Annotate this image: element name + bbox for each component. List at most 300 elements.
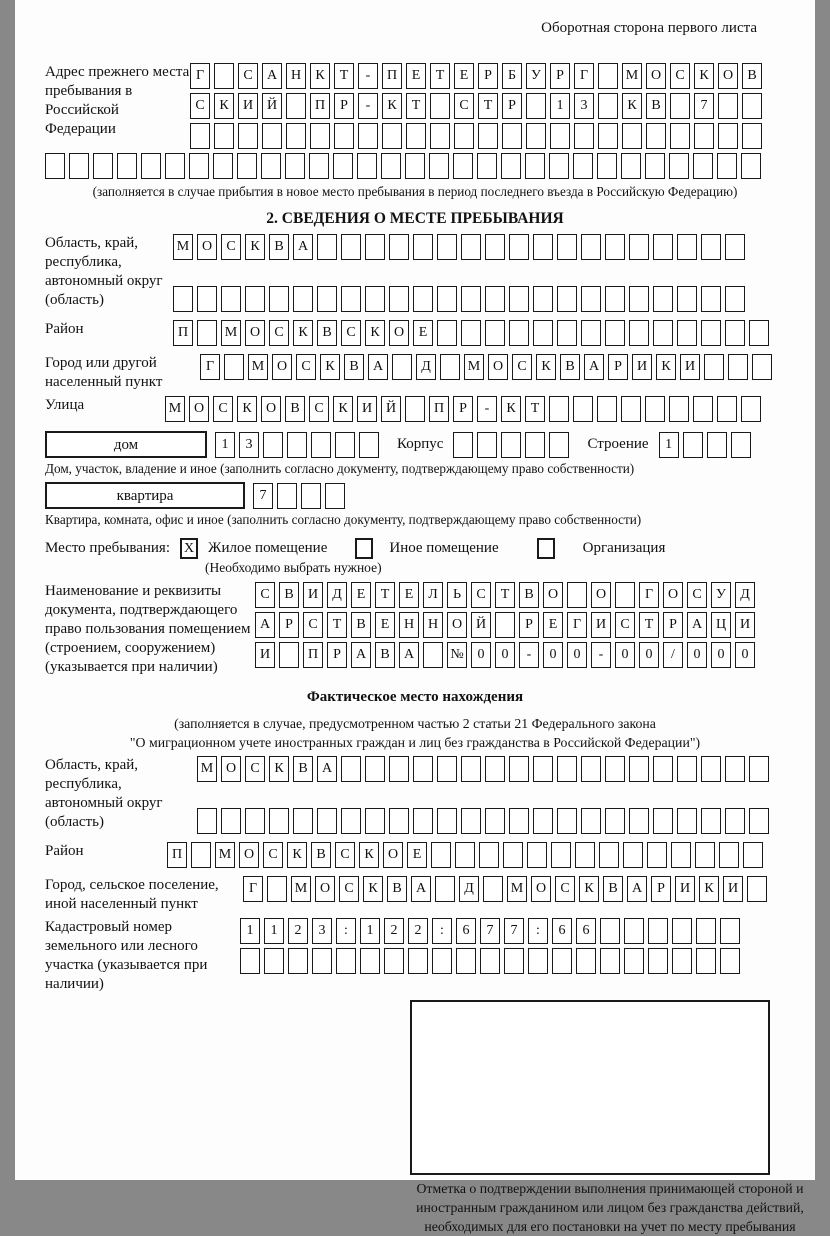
char-box[interactable]: Р bbox=[279, 612, 299, 638]
char-box[interactable]: № bbox=[447, 642, 467, 668]
char-box[interactable]: К bbox=[536, 354, 556, 380]
char-box[interactable]: 0 bbox=[567, 642, 587, 668]
char-box[interactable]: О bbox=[447, 612, 467, 638]
char-box[interactable] bbox=[629, 234, 649, 260]
char-box[interactable]: И bbox=[680, 354, 700, 380]
char-box[interactable]: Т bbox=[334, 63, 354, 89]
char-box[interactable] bbox=[677, 286, 697, 312]
char-box[interactable]: К bbox=[656, 354, 676, 380]
char-box[interactable] bbox=[480, 948, 500, 974]
char-box[interactable] bbox=[552, 948, 572, 974]
char-box[interactable]: Т bbox=[495, 582, 515, 608]
char-box[interactable]: М bbox=[165, 396, 185, 422]
char-box[interactable] bbox=[749, 756, 769, 782]
char-box[interactable] bbox=[549, 432, 569, 458]
char-box[interactable]: О bbox=[646, 63, 666, 89]
char-box[interactable] bbox=[653, 808, 673, 834]
char-box[interactable] bbox=[277, 483, 297, 509]
char-box[interactable]: К bbox=[245, 234, 265, 260]
char-box[interactable]: Д bbox=[416, 354, 436, 380]
char-box[interactable]: Р bbox=[663, 612, 683, 638]
char-box[interactable]: В bbox=[293, 756, 313, 782]
char-box[interactable] bbox=[551, 842, 571, 868]
char-box[interactable]: 7 bbox=[253, 483, 273, 509]
char-box[interactable] bbox=[550, 123, 570, 149]
char-box[interactable] bbox=[238, 123, 258, 149]
char-box[interactable]: К bbox=[293, 320, 313, 346]
char-box[interactable] bbox=[597, 153, 617, 179]
char-box[interactable]: А bbox=[317, 756, 337, 782]
char-box[interactable] bbox=[573, 396, 593, 422]
char-box[interactable] bbox=[485, 286, 505, 312]
char-box[interactable]: П bbox=[303, 642, 323, 668]
char-box[interactable]: О bbox=[543, 582, 563, 608]
char-box[interactable]: М bbox=[215, 842, 235, 868]
char-box[interactable] bbox=[69, 153, 89, 179]
char-box[interactable]: Й bbox=[262, 93, 282, 119]
char-box[interactable] bbox=[509, 756, 529, 782]
char-box[interactable] bbox=[677, 808, 697, 834]
char-box[interactable] bbox=[288, 948, 308, 974]
char-box[interactable]: С bbox=[238, 63, 258, 89]
char-box[interactable] bbox=[670, 93, 690, 119]
char-box[interactable] bbox=[485, 756, 505, 782]
char-box[interactable]: К bbox=[310, 63, 330, 89]
char-box[interactable] bbox=[533, 320, 553, 346]
char-box[interactable] bbox=[694, 123, 714, 149]
char-box[interactable] bbox=[197, 286, 217, 312]
char-box[interactable] bbox=[549, 153, 569, 179]
char-box[interactable]: Т bbox=[478, 93, 498, 119]
char-box[interactable]: К bbox=[579, 876, 599, 902]
char-box[interactable] bbox=[264, 948, 284, 974]
char-box[interactable] bbox=[197, 320, 217, 346]
char-box[interactable] bbox=[527, 842, 547, 868]
char-box[interactable] bbox=[623, 842, 643, 868]
char-box[interactable]: И bbox=[357, 396, 377, 422]
char-box[interactable] bbox=[717, 153, 737, 179]
checkbox-other-premises[interactable] bbox=[355, 538, 373, 559]
char-box[interactable]: Ц bbox=[711, 612, 731, 638]
char-box[interactable] bbox=[504, 948, 524, 974]
char-box[interactable] bbox=[645, 153, 665, 179]
char-box[interactable] bbox=[381, 153, 401, 179]
char-box[interactable] bbox=[310, 123, 330, 149]
char-box[interactable]: 1 bbox=[264, 918, 284, 944]
char-box[interactable]: М bbox=[197, 756, 217, 782]
char-box[interactable]: И bbox=[675, 876, 695, 902]
char-box[interactable] bbox=[567, 582, 587, 608]
char-box[interactable] bbox=[549, 396, 569, 422]
char-box[interactable]: 6 bbox=[576, 918, 596, 944]
char-box[interactable]: 7 bbox=[504, 918, 524, 944]
char-box[interactable] bbox=[454, 123, 474, 149]
char-box[interactable] bbox=[501, 432, 521, 458]
char-box[interactable] bbox=[485, 808, 505, 834]
char-box[interactable]: С bbox=[555, 876, 575, 902]
char-box[interactable]: В bbox=[560, 354, 580, 380]
char-box[interactable]: С bbox=[341, 320, 361, 346]
char-box[interactable] bbox=[696, 948, 716, 974]
char-box[interactable] bbox=[683, 432, 703, 458]
char-box[interactable] bbox=[389, 286, 409, 312]
char-box[interactable]: С bbox=[471, 582, 491, 608]
char-box[interactable]: А bbox=[584, 354, 604, 380]
char-box[interactable] bbox=[528, 948, 548, 974]
char-box[interactable]: О bbox=[389, 320, 409, 346]
char-box[interactable] bbox=[262, 123, 282, 149]
char-box[interactable] bbox=[408, 948, 428, 974]
char-box[interactable] bbox=[526, 123, 546, 149]
char-box[interactable] bbox=[557, 320, 577, 346]
char-box[interactable]: 0 bbox=[735, 642, 755, 668]
char-box[interactable]: Н bbox=[423, 612, 443, 638]
char-box[interactable] bbox=[629, 320, 649, 346]
char-box[interactable]: К bbox=[237, 396, 257, 422]
char-box[interactable] bbox=[437, 234, 457, 260]
char-box[interactable] bbox=[677, 234, 697, 260]
char-box[interactable]: Т bbox=[327, 612, 347, 638]
char-box[interactable]: О bbox=[663, 582, 683, 608]
char-box[interactable]: Р bbox=[502, 93, 522, 119]
char-box[interactable] bbox=[341, 808, 361, 834]
char-box[interactable]: М bbox=[291, 876, 311, 902]
char-box[interactable] bbox=[677, 320, 697, 346]
char-box[interactable]: О bbox=[197, 234, 217, 260]
char-box[interactable] bbox=[581, 756, 601, 782]
char-box[interactable] bbox=[221, 286, 241, 312]
char-box[interactable] bbox=[341, 234, 361, 260]
char-box[interactable] bbox=[557, 234, 577, 260]
char-box[interactable]: О bbox=[488, 354, 508, 380]
char-box[interactable]: С bbox=[454, 93, 474, 119]
char-box[interactable] bbox=[581, 808, 601, 834]
char-box[interactable]: Р bbox=[478, 63, 498, 89]
char-box[interactable] bbox=[311, 432, 331, 458]
char-box[interactable] bbox=[437, 756, 457, 782]
char-box[interactable]: Т bbox=[430, 63, 450, 89]
char-box[interactable]: Й bbox=[471, 612, 491, 638]
char-box[interactable]: 3 bbox=[574, 93, 594, 119]
char-box[interactable]: Г bbox=[639, 582, 659, 608]
char-box[interactable] bbox=[359, 432, 379, 458]
char-box[interactable] bbox=[693, 153, 713, 179]
char-box[interactable] bbox=[605, 320, 625, 346]
char-box[interactable]: О bbox=[221, 756, 241, 782]
char-box[interactable] bbox=[725, 808, 745, 834]
char-box[interactable]: П bbox=[310, 93, 330, 119]
char-box[interactable]: В bbox=[269, 234, 289, 260]
char-box[interactable] bbox=[525, 153, 545, 179]
char-box[interactable]: 0 bbox=[639, 642, 659, 668]
char-box[interactable] bbox=[485, 320, 505, 346]
char-box[interactable] bbox=[357, 153, 377, 179]
char-box[interactable] bbox=[742, 123, 762, 149]
char-box[interactable] bbox=[317, 808, 337, 834]
char-box[interactable]: С bbox=[296, 354, 316, 380]
char-box[interactable]: О bbox=[261, 396, 281, 422]
char-box[interactable] bbox=[456, 948, 476, 974]
char-box[interactable]: Е bbox=[413, 320, 433, 346]
char-box[interactable]: Р bbox=[608, 354, 628, 380]
char-box[interactable]: И bbox=[723, 876, 743, 902]
char-box[interactable] bbox=[431, 842, 451, 868]
char-box[interactable]: Н bbox=[286, 63, 306, 89]
char-box[interactable]: О bbox=[189, 396, 209, 422]
char-box[interactable]: 1 bbox=[550, 93, 570, 119]
char-box[interactable]: О bbox=[239, 842, 259, 868]
char-box[interactable] bbox=[435, 876, 455, 902]
char-box[interactable]: 0 bbox=[495, 642, 515, 668]
char-box[interactable] bbox=[413, 808, 433, 834]
char-box[interactable]: 6 bbox=[456, 918, 476, 944]
char-box[interactable]: Е bbox=[543, 612, 563, 638]
char-box[interactable]: М bbox=[507, 876, 527, 902]
char-box[interactable]: 0 bbox=[687, 642, 707, 668]
char-box[interactable] bbox=[575, 842, 595, 868]
char-box[interactable]: А bbox=[262, 63, 282, 89]
char-box[interactable]: К bbox=[382, 93, 402, 119]
char-box[interactable]: О bbox=[272, 354, 292, 380]
char-box[interactable] bbox=[240, 948, 260, 974]
char-box[interactable] bbox=[430, 123, 450, 149]
char-box[interactable]: Р bbox=[327, 642, 347, 668]
char-box[interactable]: С bbox=[269, 320, 289, 346]
char-box[interactable]: 2 bbox=[288, 918, 308, 944]
char-box[interactable] bbox=[301, 483, 321, 509]
char-box[interactable] bbox=[574, 123, 594, 149]
char-box[interactable] bbox=[725, 756, 745, 782]
char-box[interactable]: Н bbox=[399, 612, 419, 638]
char-box[interactable] bbox=[701, 320, 721, 346]
char-box[interactable] bbox=[190, 123, 210, 149]
char-box[interactable] bbox=[317, 234, 337, 260]
char-box[interactable]: В bbox=[317, 320, 337, 346]
char-box[interactable] bbox=[358, 123, 378, 149]
char-box[interactable] bbox=[312, 948, 332, 974]
char-box[interactable]: А bbox=[411, 876, 431, 902]
checkbox-residential[interactable]: X bbox=[180, 538, 198, 559]
char-box[interactable]: Е bbox=[454, 63, 474, 89]
char-box[interactable] bbox=[741, 153, 761, 179]
char-box[interactable]: С bbox=[303, 612, 323, 638]
char-box[interactable]: В bbox=[279, 582, 299, 608]
char-box[interactable]: В bbox=[375, 642, 395, 668]
char-box[interactable]: К bbox=[333, 396, 353, 422]
char-box[interactable] bbox=[389, 808, 409, 834]
char-box[interactable] bbox=[237, 153, 257, 179]
char-box[interactable] bbox=[598, 63, 618, 89]
char-box[interactable]: К bbox=[699, 876, 719, 902]
char-box[interactable] bbox=[645, 396, 665, 422]
char-box[interactable]: Г bbox=[200, 354, 220, 380]
char-box[interactable] bbox=[696, 918, 716, 944]
char-box[interactable] bbox=[461, 808, 481, 834]
char-box[interactable]: И bbox=[238, 93, 258, 119]
char-box[interactable] bbox=[509, 286, 529, 312]
char-box[interactable] bbox=[629, 286, 649, 312]
char-box[interactable] bbox=[557, 756, 577, 782]
char-box[interactable]: 0 bbox=[711, 642, 731, 668]
char-box[interactable] bbox=[725, 286, 745, 312]
char-box[interactable]: О bbox=[591, 582, 611, 608]
char-box[interactable] bbox=[479, 842, 499, 868]
char-box[interactable] bbox=[405, 153, 425, 179]
char-box[interactable] bbox=[293, 808, 313, 834]
char-box[interactable] bbox=[261, 153, 281, 179]
char-box[interactable] bbox=[707, 432, 727, 458]
char-box[interactable] bbox=[600, 918, 620, 944]
char-box[interactable]: И bbox=[303, 582, 323, 608]
char-box[interactable]: Д bbox=[327, 582, 347, 608]
char-box[interactable]: С bbox=[670, 63, 690, 89]
char-box[interactable] bbox=[701, 808, 721, 834]
char-box[interactable] bbox=[437, 320, 457, 346]
char-box[interactable] bbox=[461, 286, 481, 312]
char-box[interactable] bbox=[501, 153, 521, 179]
char-box[interactable]: С bbox=[255, 582, 275, 608]
char-box[interactable] bbox=[224, 354, 244, 380]
char-box[interactable]: О bbox=[383, 842, 403, 868]
char-box[interactable]: : bbox=[528, 918, 548, 944]
char-box[interactable] bbox=[263, 432, 283, 458]
char-box[interactable]: Л bbox=[423, 582, 443, 608]
char-box[interactable]: 6 bbox=[552, 918, 572, 944]
char-box[interactable]: 2 bbox=[408, 918, 428, 944]
char-box[interactable]: А bbox=[351, 642, 371, 668]
char-box[interactable]: О bbox=[718, 63, 738, 89]
house-cell[interactable]: дом bbox=[45, 431, 207, 458]
char-box[interactable]: С bbox=[245, 756, 265, 782]
char-box[interactable] bbox=[503, 842, 523, 868]
char-box[interactable] bbox=[576, 948, 596, 974]
char-box[interactable] bbox=[701, 234, 721, 260]
char-box[interactable] bbox=[117, 153, 137, 179]
char-box[interactable] bbox=[173, 286, 193, 312]
char-box[interactable] bbox=[526, 93, 546, 119]
char-box[interactable] bbox=[629, 808, 649, 834]
char-box[interactable]: А bbox=[368, 354, 388, 380]
char-box[interactable]: О bbox=[245, 320, 265, 346]
char-box[interactable] bbox=[432, 948, 452, 974]
char-box[interactable]: К bbox=[359, 842, 379, 868]
char-box[interactable] bbox=[742, 93, 762, 119]
char-box[interactable] bbox=[701, 756, 721, 782]
char-box[interactable] bbox=[45, 153, 65, 179]
char-box[interactable]: - bbox=[358, 63, 378, 89]
char-box[interactable] bbox=[214, 63, 234, 89]
char-box[interactable] bbox=[533, 234, 553, 260]
char-box[interactable]: В bbox=[603, 876, 623, 902]
char-box[interactable] bbox=[725, 320, 745, 346]
char-box[interactable] bbox=[629, 756, 649, 782]
char-box[interactable] bbox=[743, 842, 763, 868]
char-box[interactable] bbox=[605, 234, 625, 260]
char-box[interactable]: М bbox=[464, 354, 484, 380]
char-box[interactable]: К bbox=[365, 320, 385, 346]
char-box[interactable]: Б bbox=[502, 63, 522, 89]
char-box[interactable] bbox=[653, 286, 673, 312]
char-box[interactable] bbox=[731, 432, 751, 458]
char-box[interactable]: М bbox=[221, 320, 241, 346]
char-box[interactable]: И bbox=[632, 354, 652, 380]
char-box[interactable]: А bbox=[255, 612, 275, 638]
char-box[interactable] bbox=[622, 123, 642, 149]
char-box[interactable] bbox=[406, 123, 426, 149]
char-box[interactable] bbox=[389, 756, 409, 782]
char-box[interactable] bbox=[437, 808, 457, 834]
char-box[interactable] bbox=[495, 612, 515, 638]
char-box[interactable] bbox=[341, 286, 361, 312]
char-box[interactable]: К bbox=[269, 756, 289, 782]
char-box[interactable] bbox=[598, 93, 618, 119]
char-box[interactable]: Е bbox=[351, 582, 371, 608]
char-box[interactable] bbox=[189, 153, 209, 179]
char-box[interactable] bbox=[293, 286, 313, 312]
char-box[interactable] bbox=[669, 396, 689, 422]
char-box[interactable]: У bbox=[526, 63, 546, 89]
char-box[interactable]: И bbox=[735, 612, 755, 638]
char-box[interactable]: О bbox=[531, 876, 551, 902]
char-box[interactable] bbox=[653, 756, 673, 782]
char-box[interactable] bbox=[728, 354, 748, 380]
char-box[interactable] bbox=[718, 93, 738, 119]
char-box[interactable] bbox=[365, 756, 385, 782]
char-box[interactable] bbox=[741, 396, 761, 422]
apartment-cell[interactable]: квартира bbox=[45, 482, 245, 509]
char-box[interactable] bbox=[672, 948, 692, 974]
char-box[interactable]: Т bbox=[406, 93, 426, 119]
char-box[interactable]: С bbox=[190, 93, 210, 119]
char-box[interactable]: С bbox=[687, 582, 707, 608]
char-box[interactable]: Д bbox=[735, 582, 755, 608]
char-box[interactable]: Р bbox=[651, 876, 671, 902]
char-box[interactable] bbox=[718, 123, 738, 149]
char-box[interactable]: П bbox=[167, 842, 187, 868]
char-box[interactable] bbox=[389, 234, 409, 260]
char-box[interactable] bbox=[335, 432, 355, 458]
char-box[interactable] bbox=[334, 123, 354, 149]
char-box[interactable]: С bbox=[335, 842, 355, 868]
char-box[interactable] bbox=[245, 286, 265, 312]
char-box[interactable] bbox=[392, 354, 412, 380]
char-box[interactable] bbox=[485, 234, 505, 260]
char-box[interactable] bbox=[720, 918, 740, 944]
char-box[interactable] bbox=[382, 123, 402, 149]
char-box[interactable]: И bbox=[591, 612, 611, 638]
char-box[interactable] bbox=[483, 876, 503, 902]
char-box[interactable] bbox=[720, 948, 740, 974]
char-box[interactable] bbox=[701, 286, 721, 312]
char-box[interactable]: К bbox=[501, 396, 521, 422]
char-box[interactable]: К bbox=[622, 93, 642, 119]
char-box[interactable] bbox=[423, 642, 443, 668]
char-box[interactable] bbox=[477, 432, 497, 458]
char-box[interactable] bbox=[93, 153, 113, 179]
char-box[interactable]: 0 bbox=[615, 642, 635, 668]
char-box[interactable]: П bbox=[382, 63, 402, 89]
char-box[interactable] bbox=[605, 808, 625, 834]
char-box[interactable]: И bbox=[255, 642, 275, 668]
char-box[interactable]: 1 bbox=[360, 918, 380, 944]
char-box[interactable]: К bbox=[363, 876, 383, 902]
char-box[interactable] bbox=[525, 432, 545, 458]
char-box[interactable] bbox=[478, 123, 498, 149]
char-box[interactable]: С bbox=[213, 396, 233, 422]
char-box[interactable]: М bbox=[173, 234, 193, 260]
char-box[interactable]: О bbox=[315, 876, 335, 902]
char-box[interactable] bbox=[165, 153, 185, 179]
